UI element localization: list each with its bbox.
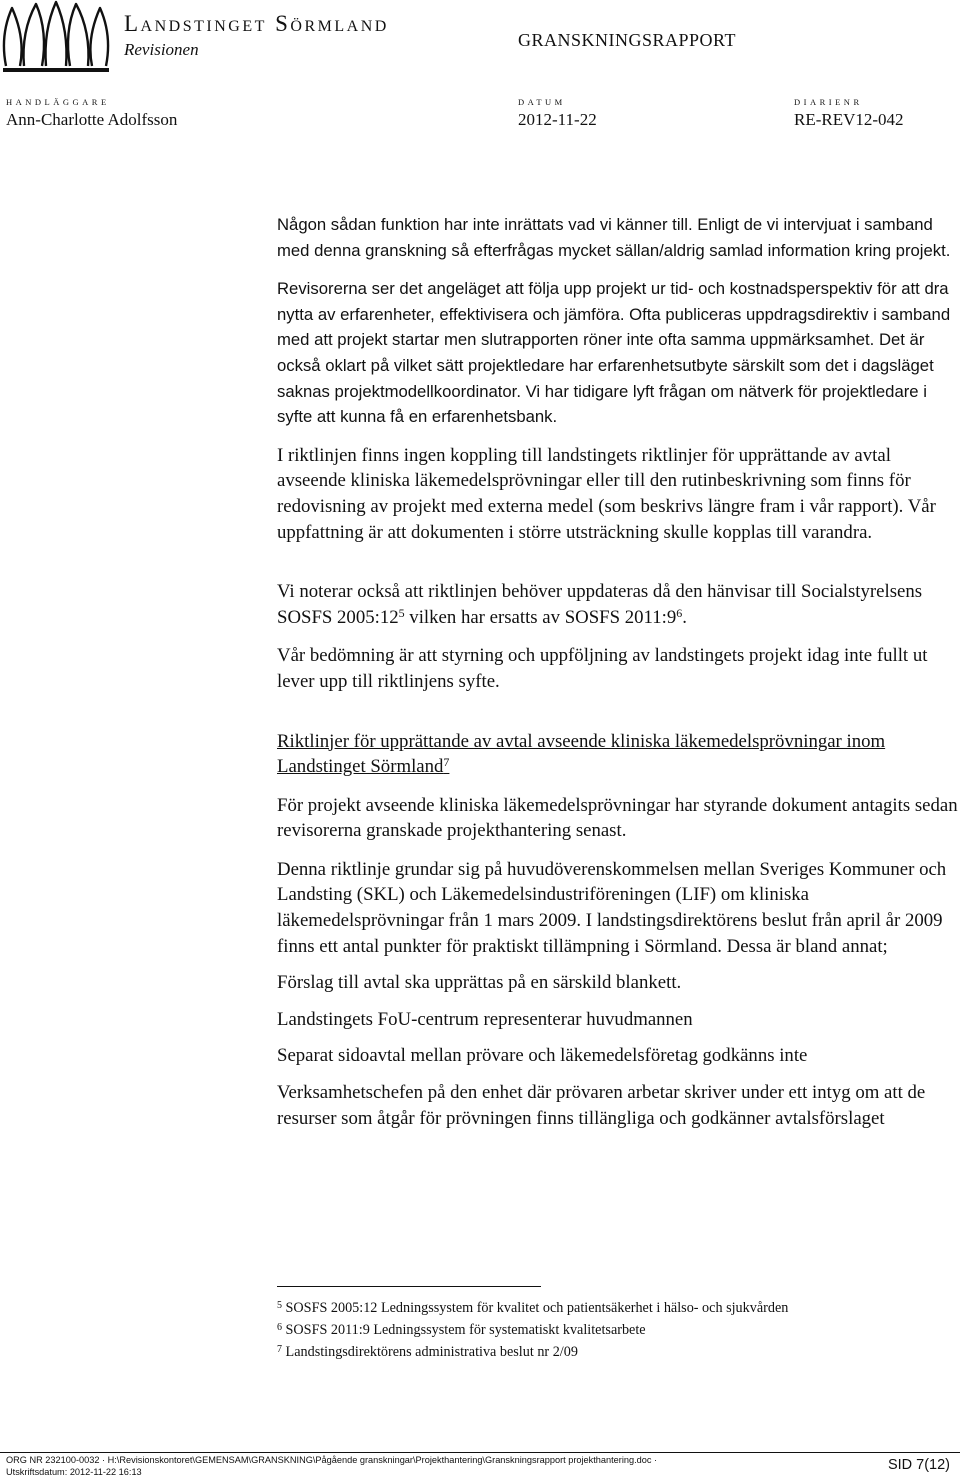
document-body: [277, 212, 960, 1131]
footnote-6: [277, 1322, 646, 1339]
paragraph-4-text-a: Vi noterar också att riktlinjen behöver uppdateras då den hänvisar till Socialstyrelsens SOSFS 2005:12: [277, 581, 923, 628]
diarienr-label: DIARIENR: [794, 97, 863, 107]
paragraph-7: Denna riktlinje grundar sig på huvudöverenskommelsen mellan Sveriges Kommuner och Landsting (SKL) och Läkemedelsindustriföreningen (LIF) om kliniska läkemedelsprövningar från 1 mars 2009. I landstingsdirektörens beslut från april år 2009 finns ett antal punkter för praktiskt tillämpning i Sörmland. Dessa är bland annat;: [277, 858, 947, 957]
footnote-7: [277, 1344, 578, 1361]
footer-print-date: Utskriftsdatum: 2012-11-22 16:13: [6, 1467, 142, 1477]
list-item: Separat sidoavtal mellan prövare och läkemedelsföretag godkänns inte: [277, 1045, 808, 1067]
paragraph-5: Vår bedömning är att styrning och uppföljning av landstingets projekt idag inte fullt ut lever upp till riktlinjens syfte.: [277, 645, 928, 692]
datum-value: 2012-11-22: [518, 110, 597, 129]
paragraph-4-text-b: vilken har ersatts av SOSFS 2011:9: [404, 606, 677, 628]
page-number: SID 7(12): [887, 1457, 950, 1473]
document-type: GRANSKNINGSRAPPORT: [518, 30, 736, 50]
footnote-number: 6: [277, 1322, 282, 1333]
footnote-number: 5: [277, 1300, 282, 1311]
handlaggare-value: Ann-Charlotte Adolfsson: [6, 110, 178, 129]
footnote-ref-6: 6: [676, 605, 683, 620]
crown-logo-icon: [0, 0, 112, 76]
footer-path: ORG NR 232100-0032 · H:\Revisionskontoret\GEMENSAM\GRANSKNING\Pågående granskningar\Projekthantering\Granskningsrapport projekthantering.doc ·: [6, 1455, 658, 1465]
list-item: Verksamhetschefen på den enhet där prövaren arbetar skriver under ett intyg om att de resurser som åtgår för prövningen finns tillängliga och godkänner avtalsförslaget: [277, 1082, 926, 1129]
list-item: Landstingets FoU-centrum representerar huvudmannen: [277, 1008, 693, 1030]
footnote-divider: [277, 1286, 541, 1287]
org-subtitle: Revisionen: [124, 40, 199, 59]
footnote-text: Landstingsdirektörens administrativa beslut nr 2/09: [282, 1344, 578, 1360]
handlaggare-label: HANDLÄGGARE: [6, 97, 110, 107]
paragraph-4: [277, 579, 960, 630]
diarienr-value: RE-REV12-042: [794, 110, 904, 129]
section-heading-text: Riktlinjer för upprättande av avtal avseende kliniska läkemedelsprövningar inom Landstinget Sörmland: [277, 730, 886, 778]
footnote-number: 7: [277, 1344, 282, 1355]
section-heading: [277, 729, 960, 780]
footnote-text: SOSFS 2011:9 Ledningssystem för systematiskt kvalitetsarbete: [282, 1322, 646, 1338]
list-item: Förslag till avtal ska upprättas på en särskild blankett.: [277, 972, 682, 994]
paragraph-1: Någon sådan funktion har inte inrättats vad vi känner till. Enligt de vi intervjuat i samband med denna granskning så efterfrågas mycket sällan/aldrig samlad information kring projekt.: [277, 215, 951, 260]
footnote-text: SOSFS 2005:12 Ledningssystem för kvalitet och patientsäkerhet i hälso- och sjukvården: [282, 1300, 789, 1316]
footnote-ref-5: 5: [398, 605, 405, 620]
paragraph-6: För projekt avseende kliniska läkemedelsprövningar har styrande dokument antagits sedan revisorerna granskade projekthantering senast.: [277, 794, 958, 842]
paragraph-2: Revisorerna ser det angeläget att följa upp projekt ur tid- och kostnadsperspektiv för att dra nytta av erfarenheter, effektivisera och jämföra. Ofta publiceras uppdragsdirektiv i samband med att projekt startar men slutrapporten röner inte ofta samma uppmärksamhet. Det är också oklart på vilket sätt projektledare har erfarenhetsutbyte särskilt som det i dagsläget saknas projektmodellkoordinator. Vi har tidigare lyft frågan om nätverk för projektledare i syfte att kunna få en erfarenhetsbank.: [277, 279, 951, 427]
footer-divider: [0, 1452, 960, 1453]
footnote-5: [277, 1300, 788, 1317]
paragraph-3: I riktlinjen finns ingen koppling till landstingets riktlinjer för upprättande av avtal avseende kliniska läkemedelsprövningar eller till den rutinbeskrivning som finns för redovisning av projekt med externa medel (som beskrivs längre fram i vår rapport). Vår uppfattning är att dokumenten i större utsträckning skulle kopplas till varandra.: [277, 444, 936, 543]
footnote-ref-7: 7: [443, 755, 450, 770]
org-name: Landstinget Sörmland: [124, 11, 389, 36]
datum-label: DATUM: [518, 97, 566, 107]
paragraph-4-text-c: .: [682, 606, 687, 628]
